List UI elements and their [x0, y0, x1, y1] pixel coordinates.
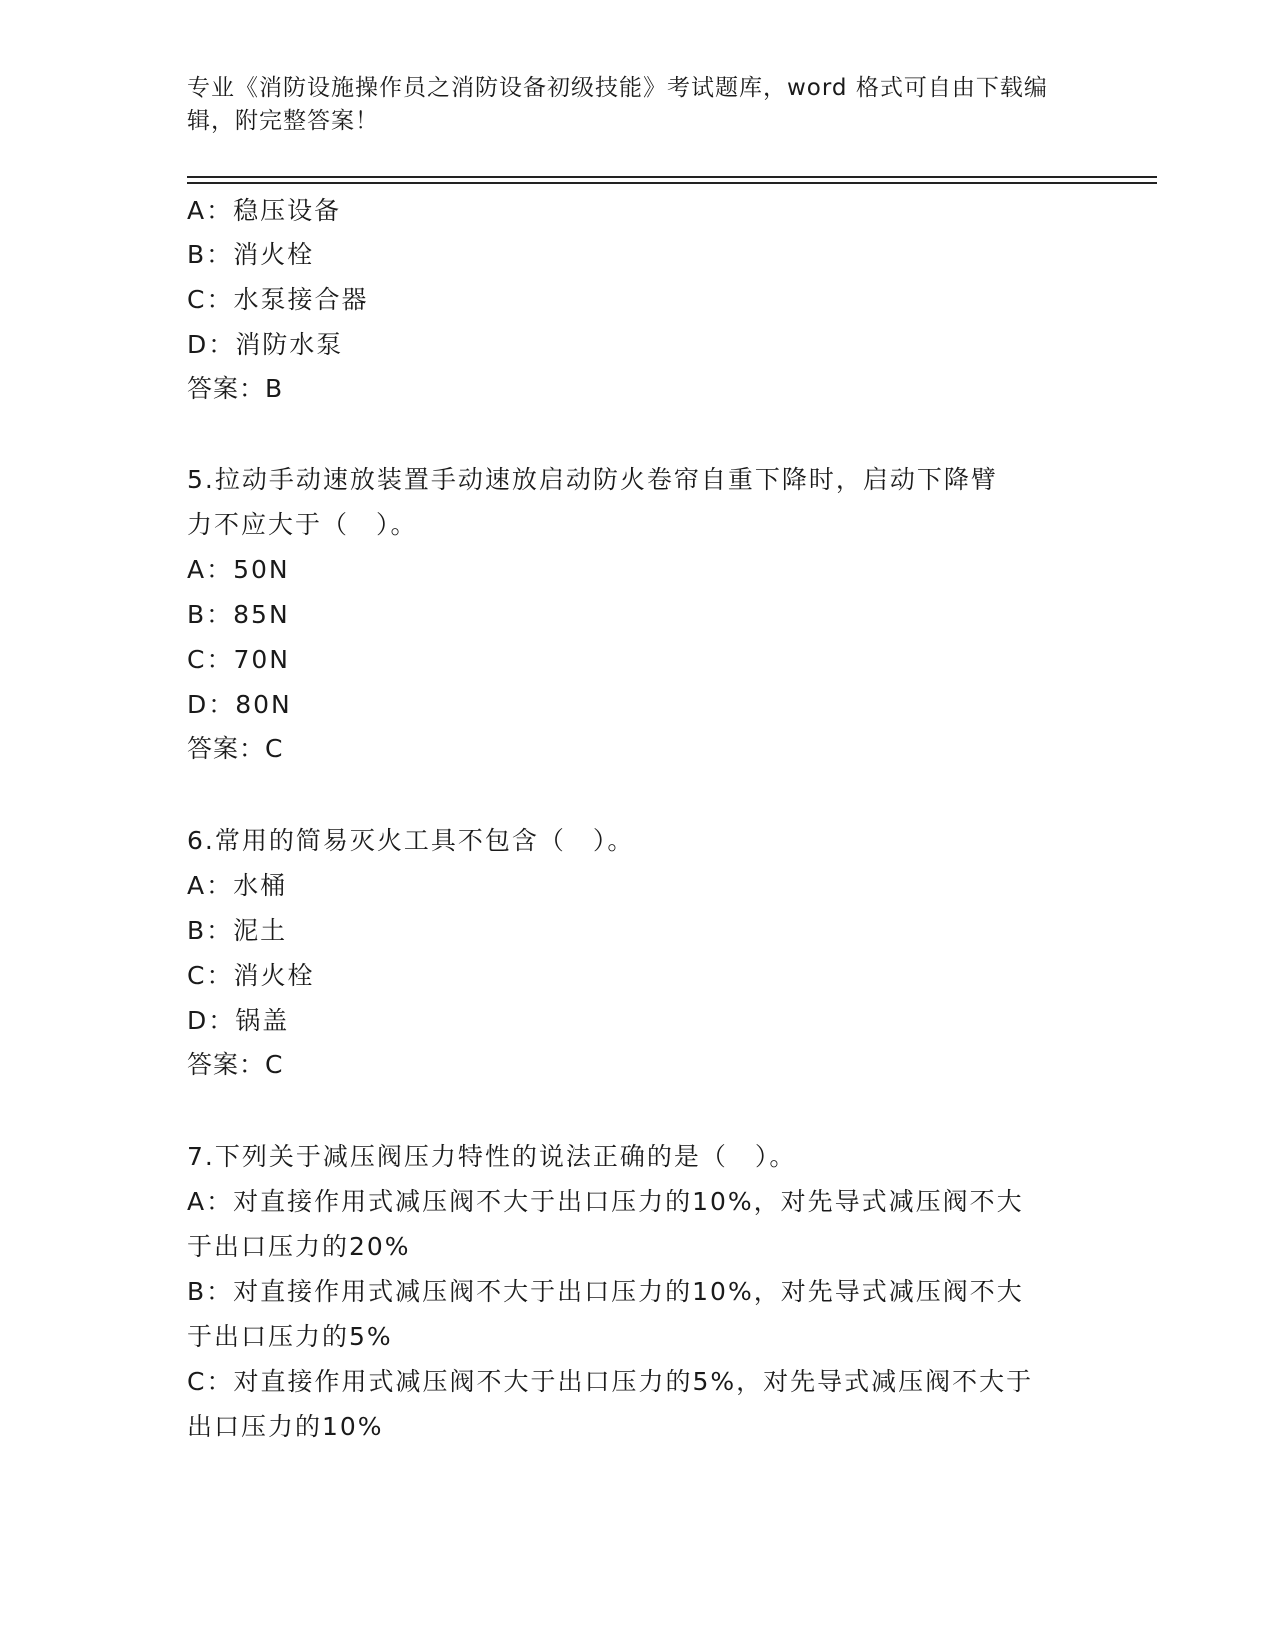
q5-option-b: B：85N — [187, 600, 290, 629]
document-header — [187, 72, 1067, 138]
header-divider-bottom — [187, 182, 1157, 184]
q5-option-a: A：50N — [187, 555, 290, 584]
q4-option-c: C：水泵接合器 — [187, 285, 369, 314]
q6-option-d: D：锅盖 — [187, 1006, 290, 1035]
q6-option-b: B：泥土 — [187, 916, 288, 945]
q7-option-b-line-2: 于出口压力的5% — [187, 1322, 393, 1351]
q5-stem-line-2: 力不应大于（ ）。 — [187, 510, 418, 539]
header-divider-top — [187, 176, 1157, 178]
q7-stem: 7.下列关于减压阀压力特性的说法正确的是（ ）。 — [187, 1142, 797, 1171]
q5-option-d: D：80N — [187, 690, 292, 719]
q4-option-b: B：消火栓 — [187, 240, 315, 269]
q6-option-c: C：消火栓 — [187, 961, 315, 990]
q5-answer: 答案：C — [187, 734, 284, 763]
q5-option-c: C：70N — [187, 645, 290, 674]
q7-option-c-line-1: C：对直接作用式减压阀不大于出口压力的5%，对先导式减压阀不大于 — [187, 1367, 1034, 1396]
q4-option-a: A：稳压设备 — [187, 196, 342, 225]
q6-option-a: A：水桶 — [187, 871, 288, 900]
q7-option-a-line-2: 于出口压力的20% — [187, 1232, 411, 1261]
q7-option-b-line-1: B：对直接作用式减压阀不大于出口压力的10%，对先导式减压阀不大 — [187, 1277, 1024, 1306]
q7-option-c-line-2: 出口压力的10% — [187, 1412, 384, 1441]
q5-stem-line-1: 5.拉动手动速放装置手动速放启动防火卷帘自重下降时，启动下降臂 — [187, 465, 998, 494]
header-line-2: 辑，附完整答案！ — [187, 108, 379, 134]
q4-answer: 答案：B — [187, 374, 284, 403]
q6-answer: 答案：C — [187, 1050, 284, 1079]
q4-option-d: D：消防水泵 — [187, 330, 344, 359]
header-line-1: 专业《消防设施操作员之消防设备初级技能》考试题库，word 格式可自由下载编 — [187, 75, 1048, 101]
q7-option-a-line-1: A：对直接作用式减压阀不大于出口压力的10%，对先导式减压阀不大 — [187, 1187, 1024, 1216]
q6-stem: 6.常用的简易灭火工具不包含（ ）。 — [187, 826, 635, 855]
